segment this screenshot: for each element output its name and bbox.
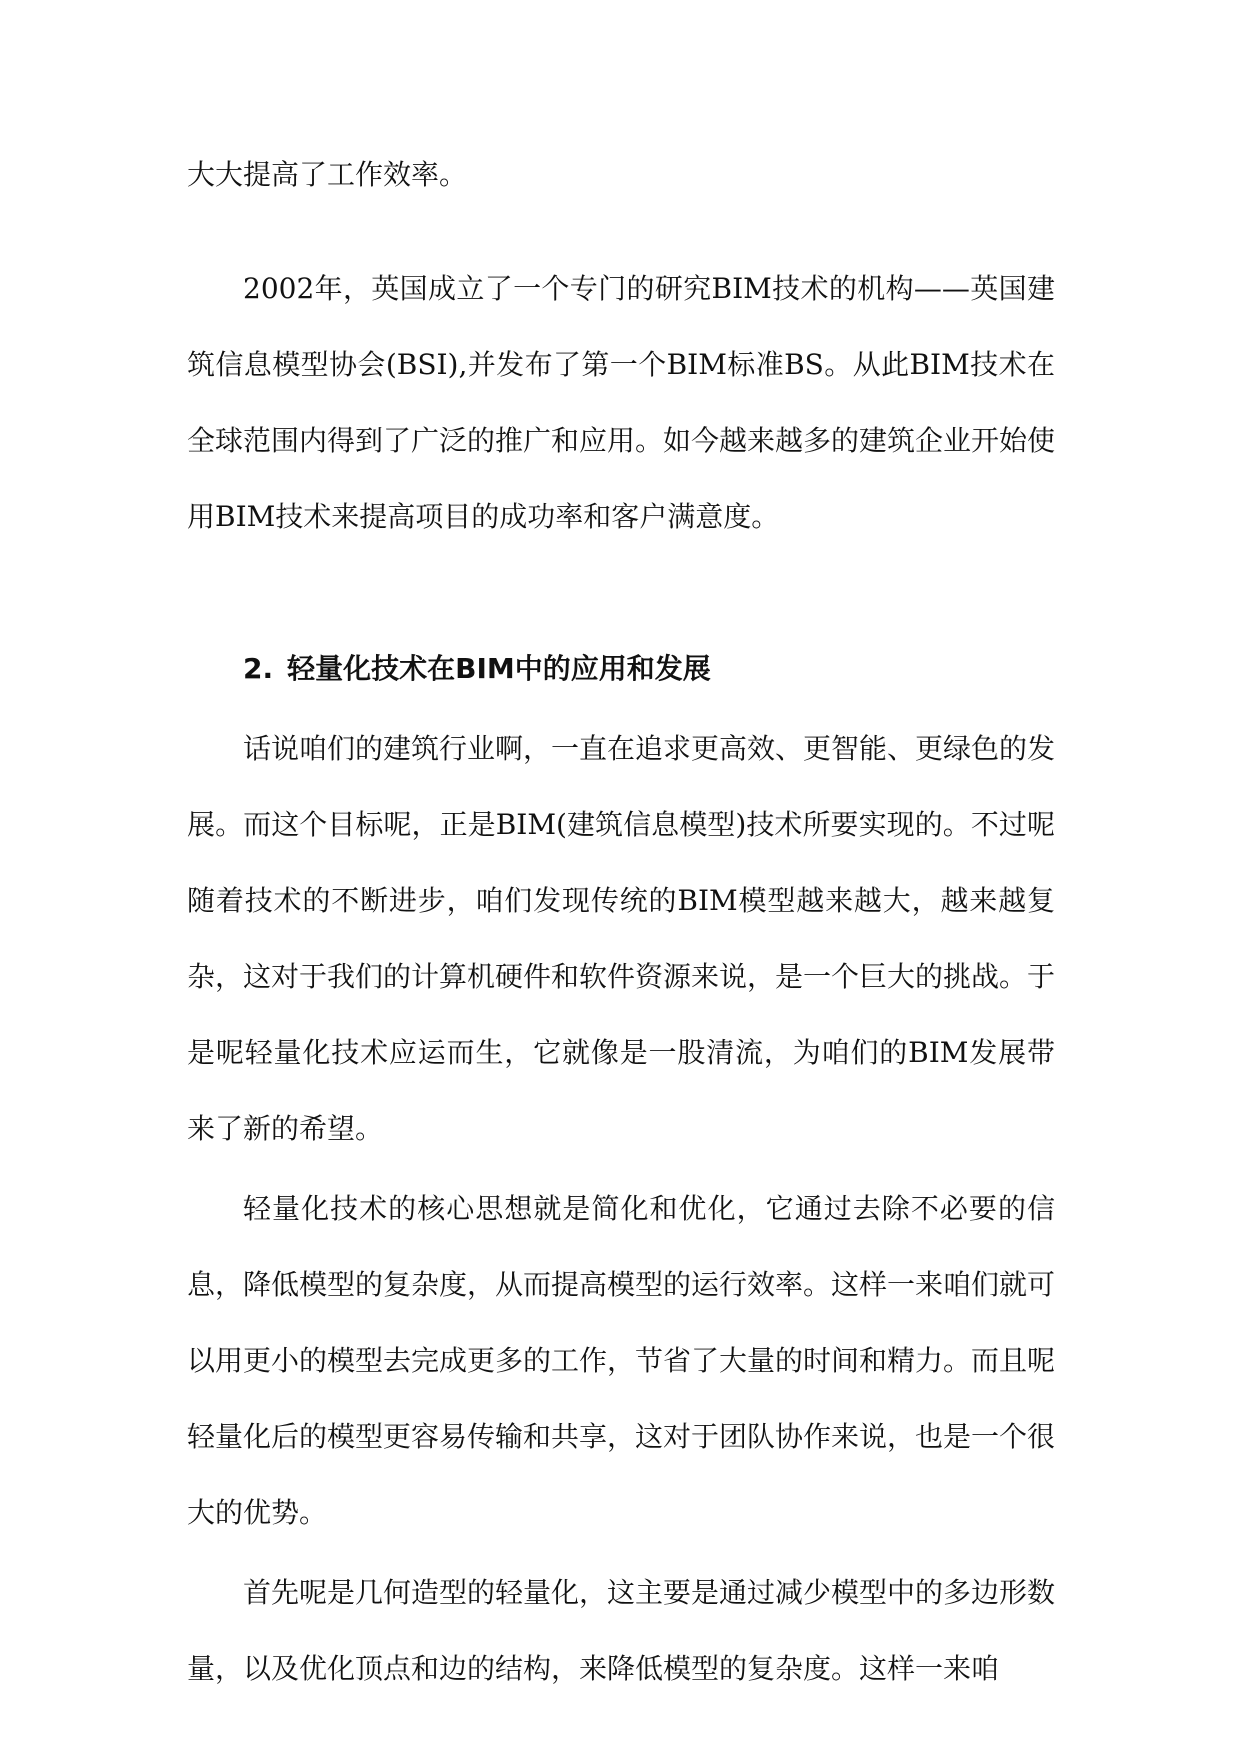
paragraph-core-idea: 轻量化技术的核心思想就是简化和优化，它通过去除不必要的信息，降低模型的复杂度，从而提高模型的运行效率。这样一来咱们就可以用更小的模型去完成更多的工作，节省了大量的时间和精力。而且呢轻量化后的模型更容易传输和共享，这对于团队协作来说，也是一个很大的优势。 — [187, 1192, 1056, 1529]
document-body — [187, 137, 1055, 1707]
paragraph-spacing — [187, 213, 1055, 251]
section-spacing — [187, 555, 1055, 593]
section-title: 轻量化技术在BIM中的应用和发展 — [287, 652, 711, 685]
paragraph-continuation: 大大提高了工作效率。 — [187, 158, 468, 191]
section-spacing — [187, 593, 1055, 631]
section-number: 2. — [243, 652, 274, 685]
paragraph-industry-intro: 话说咱们的建筑行业啊，一直在追求更高效、更智能、更绿色的发展。而这个目标呢，正是BIM(建筑信息模型)技术所要实现的。不过呢随着技术的不断进步，咱们发现传统的BIM模型越来越大，越来越复杂，这对于我们的计算机硬件和软件资源来说，是一个巨大的挑战。于是呢轻量化技术应运而生，它就像是一股清流，为咱们的BIM发展带来了新的希望。 — [187, 732, 1056, 1145]
paragraph-bim-history: 2002年，英国成立了一个专门的研究BIM技术的机构——英国建筑信息模型协会(BSI),并发布了第一个BIM标准BS。从此BIM技术在全球范围内得到了广泛的推广和应用。如今越来越多的建筑企业开始使用BIM技术来提高项目的成功率和客户满意度。 — [187, 272, 1056, 533]
paragraph-geometry-lightweight: 首先呢是几何造型的轻量化，这主要是通过减少模型中的多边形数量，以及优化顶点和边的结构，来降低模型的复杂度。这样一来咱 — [187, 1576, 1056, 1685]
section-heading — [187, 631, 1055, 707]
